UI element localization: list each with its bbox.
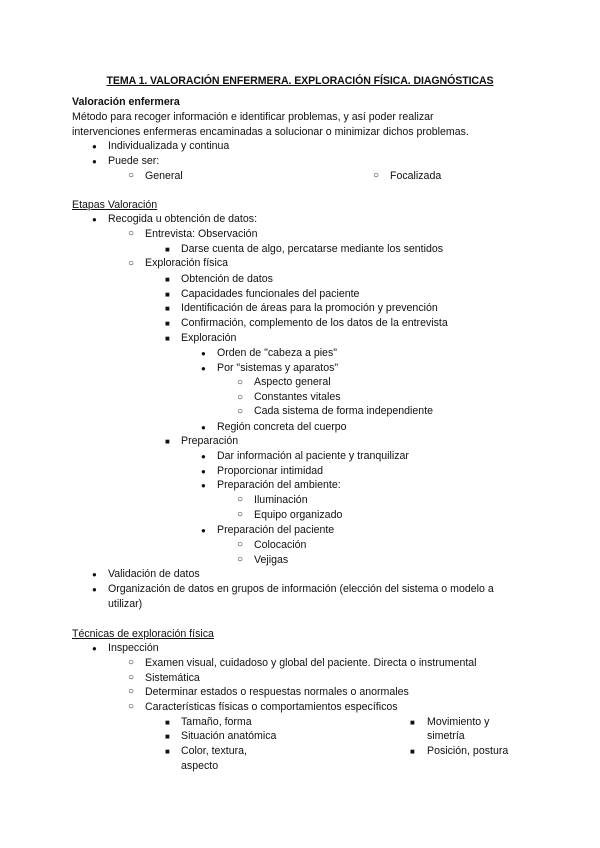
- list-item: Confirmación, complemento de los datos de la entrevista: [181, 317, 448, 329]
- list-item: Obtención de datos: [181, 273, 273, 285]
- list-item: Situación anatómica: [181, 730, 277, 742]
- list-item: Puede ser:: [108, 155, 160, 167]
- list-item: Equipo organizado: [254, 509, 343, 521]
- bullet-circle-icon: [128, 699, 134, 715]
- section-heading-valoracion: Valoración enfermera: [72, 96, 180, 108]
- list-item: Organización de datos en grupos de información (elección del sistema o modelo a: [108, 583, 494, 595]
- list-item: Entrevista: Observación: [145, 228, 258, 240]
- section-heading-tecnicas: Técnicas de exploración física: [72, 628, 214, 640]
- bullet-square-icon: [165, 331, 170, 347]
- list-item: Preparación: [181, 435, 239, 447]
- bullet-disc-icon: [201, 361, 206, 377]
- bullet-square-icon: [410, 744, 415, 760]
- list-item: Colocación: [254, 539, 307, 551]
- bullet-square-icon: [410, 715, 415, 731]
- list-item: Validación de datos: [108, 568, 200, 580]
- bullet-circle-icon: [237, 537, 243, 553]
- bullet-disc-icon: [92, 212, 97, 228]
- list-item: Posición, postura: [427, 745, 509, 757]
- list-item: Identificación de áreas para la promoción y prevención: [181, 302, 438, 314]
- bullet-circle-icon: [128, 655, 134, 671]
- list-item: Examen visual, cuidadoso y global del paciente. Directa o instrumental: [145, 657, 477, 669]
- bullet-circle-icon: [237, 507, 243, 523]
- bullet-circle-icon: [128, 226, 134, 242]
- list-item-continuation: simetría: [427, 730, 465, 742]
- bullet-disc-icon: [201, 346, 206, 362]
- bullet-disc-icon: [92, 154, 97, 170]
- section-heading-etapas: Etapas Valoración: [72, 199, 158, 211]
- list-item: Características físicas o comportamientos específicos: [145, 701, 398, 713]
- bullet-square-icon: [165, 316, 170, 332]
- list-item: Focalizada: [390, 170, 442, 182]
- list-item: Determinar estados o respuestas normales o anormales: [145, 686, 409, 698]
- list-item: Por "sistemas y aparatos": [217, 362, 339, 374]
- bullet-disc-icon: [92, 641, 97, 657]
- list-item: Recogida u obtención de datos:: [108, 213, 258, 225]
- list-item: Cada sistema de forma independiente: [254, 405, 434, 417]
- bullet-circle-icon: [237, 552, 243, 568]
- list-item-continuation: aspecto: [181, 760, 219, 772]
- list-item: Preparación del ambiente:: [217, 479, 341, 491]
- bullet-square-icon: [165, 272, 170, 288]
- bullet-circle-icon: [237, 404, 243, 420]
- bullet-circle-icon: [237, 375, 243, 391]
- bullet-square-icon: [165, 744, 170, 760]
- list-item: Inspección: [108, 642, 159, 654]
- list-item: Iluminación: [254, 494, 308, 506]
- bullet-circle-icon: [128, 256, 134, 272]
- bullet-circle-icon: [237, 492, 243, 508]
- list-item: Preparación del paciente: [217, 524, 335, 536]
- list-item: General: [145, 170, 183, 182]
- page-title: TEMA 1. VALORACIÓN ENFERMERA. EXPLORACIÓN FÍSICA. DIAGNÓSTICAS: [106, 75, 494, 87]
- bullet-square-icon: [165, 434, 170, 450]
- list-item: Exploración física: [145, 257, 229, 269]
- list-item: Vejigas: [254, 554, 289, 566]
- list-item: Exploración: [181, 332, 237, 344]
- list-item: Individualizada y continua: [108, 140, 230, 152]
- bullet-disc-icon: [92, 567, 97, 583]
- list-item: Aspecto general: [254, 376, 331, 388]
- bullet-square-icon: [165, 301, 170, 317]
- valoracion-description-line2: intervenciones enfermeras encaminadas a solucionar o minimizar dichos problemas.: [72, 126, 469, 138]
- bullet-circle-icon: [128, 168, 134, 184]
- bullet-circle-icon: [373, 168, 379, 184]
- list-item: Darse cuenta de algo, percatarse mediante los sentidos: [181, 243, 444, 255]
- bullet-disc-icon: [201, 449, 206, 465]
- valoracion-description-line1: Método para recoger información e identificar problemas, y así poder realizar: [72, 111, 434, 123]
- list-item: Capacidades funcionales del paciente: [181, 288, 360, 300]
- list-item: Dar información al paciente y tranquilizar: [217, 450, 409, 462]
- list-item: Constantes vitales: [254, 391, 341, 403]
- list-item: Sistemática: [145, 672, 200, 684]
- bullet-circle-icon: [128, 684, 134, 700]
- list-item: Región concreta del cuerpo: [217, 421, 347, 433]
- list-item-continuation: utilizar): [108, 598, 143, 610]
- list-item: Color, textura,: [181, 745, 247, 757]
- bullet-disc-icon: [92, 139, 97, 155]
- bullet-square-icon: [165, 729, 170, 745]
- bullet-disc-icon: [201, 523, 206, 539]
- bullet-disc-icon: [201, 478, 206, 494]
- list-item: Orden de "cabeza a pies": [217, 347, 338, 359]
- list-item: Proporcionar intimidad: [217, 465, 323, 477]
- list-item: Tamaño, forma: [181, 716, 252, 728]
- list-item: Movimiento y: [427, 716, 490, 728]
- bullet-disc-icon: [92, 582, 97, 598]
